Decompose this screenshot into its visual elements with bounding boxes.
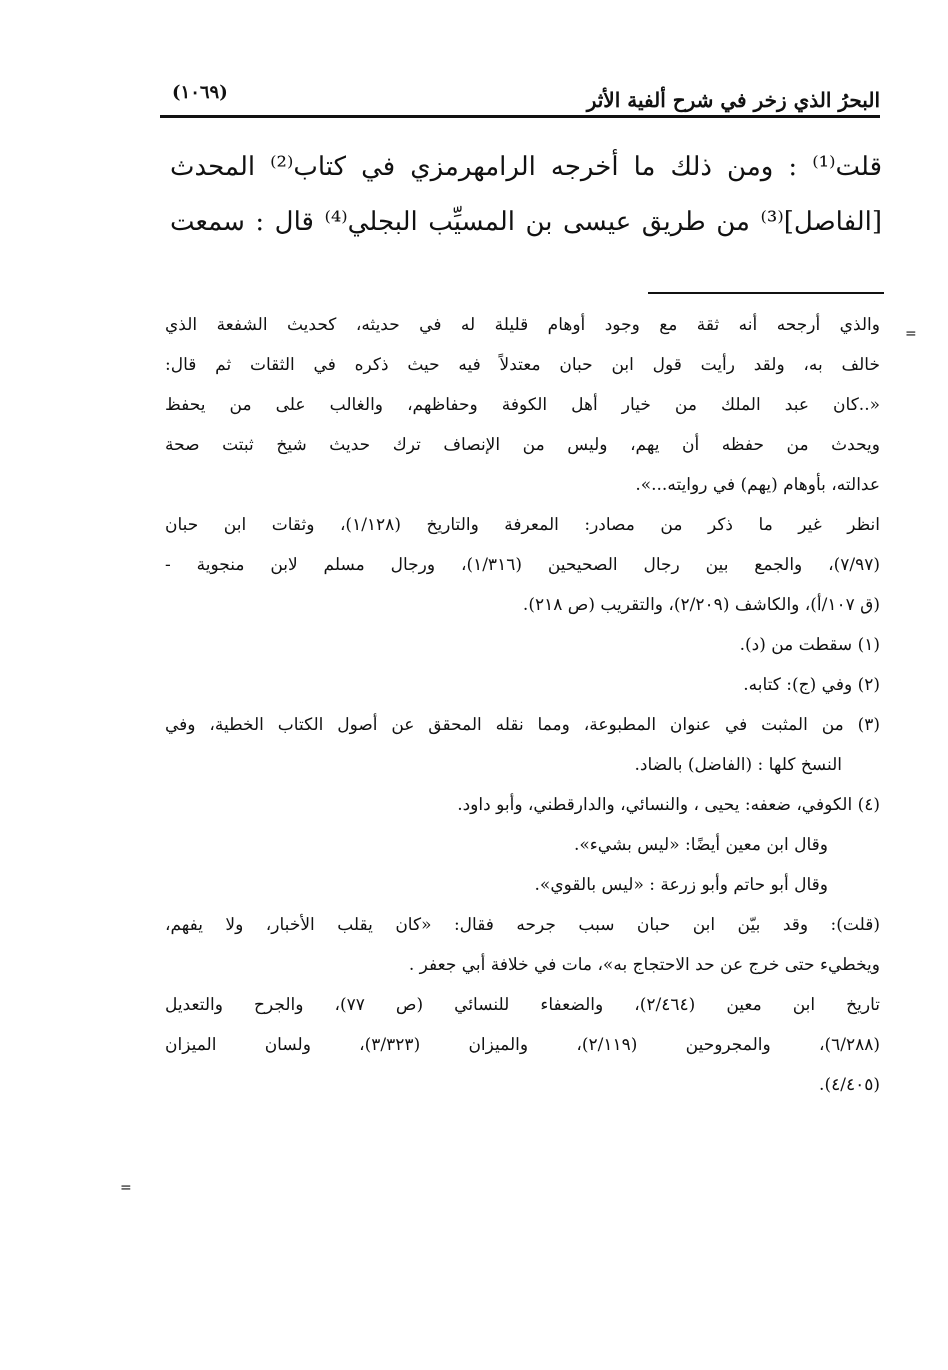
main-line: قلت⁽¹⁾ : ومن ذلك ما أخرجه الرامهرمزي في كتاب⁽²⁾ المحدث (170, 152, 883, 182)
footnote-line: تاريخ ابن معين (٢/٤٦٤)، والضعفاء للنسائي (ص ٧٧)، والجرح والتعديل (165, 995, 880, 1015)
margin-mark: = (905, 326, 917, 342)
footnote-line: (قلت): وقد بيّن ابن حبان سبب جرحه فقال: «كان يقلب الأخبار، ولا يفهم، (165, 915, 880, 935)
footnote-line: (٧/٩٧)، والجمع بين رجال الصحيحين (١/٣١٦)، ورجال مسلم لابن منجوية - (165, 555, 880, 575)
footnote-1: (١) سقطت من (د). (739, 635, 880, 655)
footnote-line: النسخ كلها : (الفاضل) بالضاد. (634, 755, 842, 775)
main-text (170, 140, 882, 250)
header-rule (160, 115, 880, 118)
footnotes (165, 305, 880, 1105)
page-header (160, 80, 880, 120)
footnote-line: انظر غير ما ذكر من مصادر: المعرفة والتاريخ (١/١٢٨)، وثقات ابن حبان (165, 515, 880, 535)
footnote-line: (٤/٤٠٥). (819, 1075, 880, 1095)
footnote-2: (٢) وفي (ج): كتابه. (743, 675, 880, 695)
footnote-separator (648, 292, 884, 294)
footnote-line: ويخطيء حتى خرج عن حد الاحتجاج به»، مات في خلافة أبي جعفر . (408, 955, 880, 975)
footnote-3: (٣) من المثبت في عنوان المطبوعة، ومما نقله المحقق عن أصول الكتاب الخطية، وفي (165, 715, 881, 735)
footnote-line: «..كان عبد الملك من خيار أهل الكوفة وحفاظهم، والغالب على من يحفظ (165, 395, 880, 415)
footnote-line: وقال ابن معين أيضًا: «ليس بشيء». (573, 835, 828, 855)
footnote-line: خالف به، ولقد رأيت قول ابن حبان معتدلاً فيه حيث ذكره في الثقات ثم قال: (165, 355, 880, 375)
footnote-line: وقال أبو حاتم وأبو زرعة : «ليس بالقوي». (534, 875, 828, 895)
footnote-line: ويحدث من حفظه أن يهم، وليس من الإنصاف ترك حديث شيخ ثبتت صحة (165, 435, 880, 455)
footnote-line: عدالته، بأوهام (يهم) في روايته...». (635, 475, 880, 495)
footnote-line: (ق ١٠٧/أ)، والكاشف (٢/٢٠٩)، والتقريب (ص ٢١٨). (522, 595, 880, 615)
main-line: [الفاصل]⁽³⁾ من طريق عيسى بن المسيِّب البجلي⁽⁴⁾ قال : سمعت (170, 207, 883, 237)
page-number: (١٠٦٩) (172, 82, 228, 103)
footnote-line: (٦/٢٨٨)، والمجروحين (٢/١١٩)، والميزان (٣/٣٢٣)، ولسان الميزان (165, 1035, 880, 1055)
footnote-4: (٤) الكوفي، ضعفه: يحيى ، والنسائي، والدارقطني، وأبو داود. (457, 795, 880, 815)
margin-mark: = (120, 1180, 132, 1196)
running-title: البحرُ الذي زخر في شرح ألفية الأثر (586, 88, 880, 112)
footnote-line: والذي أرجحه أنه ثقة مع وجود أوهام قليلة له في حديثه، كحديث الشفعة الذي (165, 315, 880, 335)
